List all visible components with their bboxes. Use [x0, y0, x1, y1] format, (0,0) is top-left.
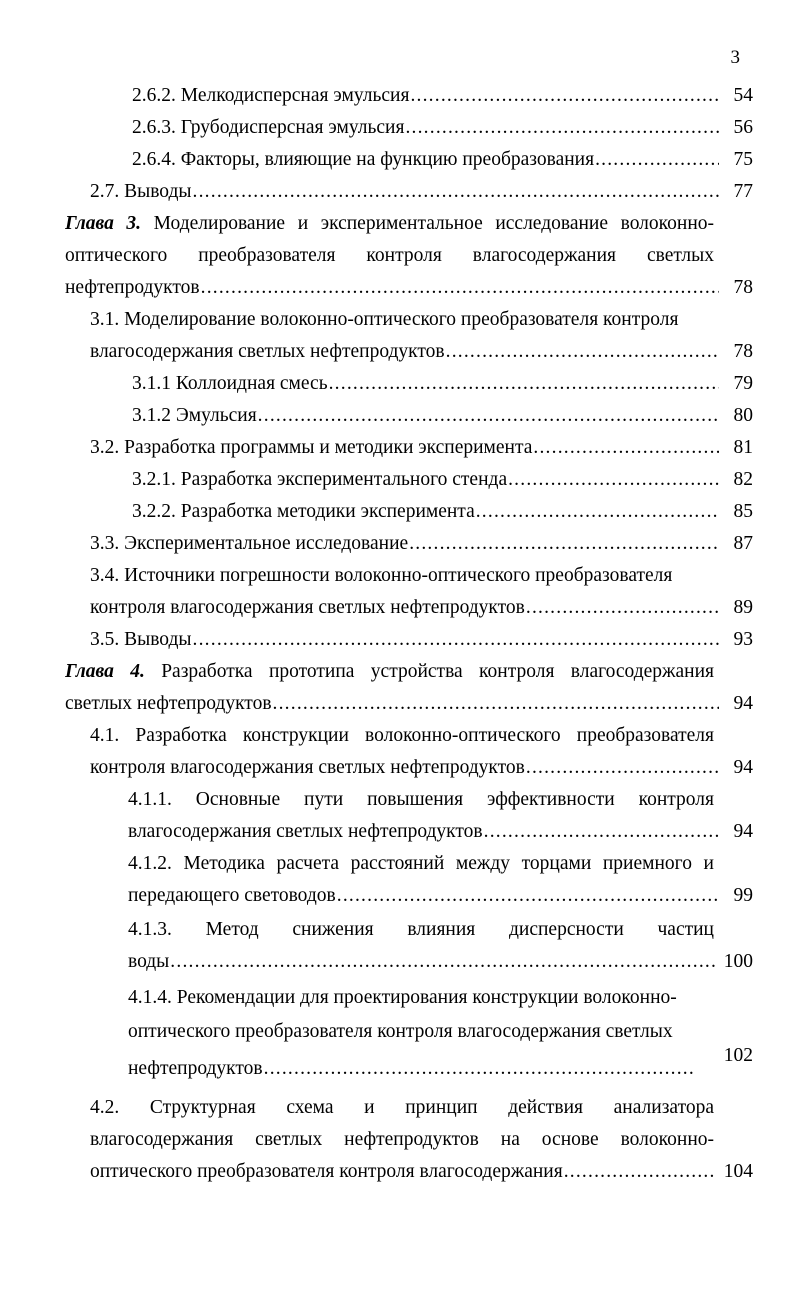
dot-leader [273, 690, 719, 718]
chapter-3-heading-line2: оптического преобразователя контроля влагосодержания светлых [65, 245, 714, 266]
toc-entry-3-3[interactable] [90, 530, 753, 558]
toc-entry-title: 2.7. Выводы [90, 181, 192, 202]
toc-entry-3-2-2[interactable] [132, 498, 753, 526]
toc-entry-title: оптического преобразователя контроля влагосодержания [90, 1161, 563, 1182]
toc-entry-title: влагосодержания светлых нефтепродуктов [90, 341, 445, 362]
toc-entry-2-6-4[interactable] [132, 146, 753, 174]
toc-entry-4-1-1-line1[interactable]: 4.1.1. Основные пути повышения эффективности контроля [128, 789, 714, 810]
toc-page-number: 93 [733, 629, 753, 650]
dot-leader [193, 626, 719, 654]
toc-entry-title: 3.1.2 Эмульсия [132, 405, 257, 426]
toc-entry-title: влагосодержания светлых нефтепродуктов [128, 821, 483, 842]
dot-leader [329, 370, 719, 398]
dot-leader [526, 594, 719, 622]
toc-entry-title: передающего световодов [128, 885, 336, 906]
toc-page-number: 54 [733, 85, 753, 106]
dot-leader [258, 402, 719, 430]
chapter-4-heading-line1[interactable] [65, 658, 714, 686]
toc-entry-4-2-line1[interactable]: 4.2. Структурная схема и принцип действия анализатора [90, 1097, 714, 1118]
toc-page-number: 104 [723, 1161, 753, 1182]
toc-entry-title: нефтепродуктов [128, 1058, 263, 1079]
toc-entry-3-2[interactable] [90, 434, 753, 462]
dot-leader [446, 338, 719, 366]
toc-entry-3-2-1[interactable] [132, 466, 753, 494]
toc-entry-4-1[interactable] [90, 754, 753, 782]
dot-leader [170, 948, 715, 976]
toc-page-number: 94 [733, 693, 753, 714]
dot-leader [337, 882, 719, 910]
toc-page-number: 78 [733, 341, 753, 362]
toc-entry-3-4[interactable] [90, 594, 753, 622]
dot-leader [476, 498, 719, 526]
dot-leader [264, 1055, 693, 1083]
toc-page-number: 56 [733, 117, 753, 138]
dot-leader [595, 146, 719, 174]
toc-entry-3-1-2[interactable] [132, 402, 753, 430]
toc-entry-4-1-1[interactable] [128, 818, 753, 846]
toc-page-number: 81 [733, 437, 753, 458]
toc-entry-4-1-2[interactable] [128, 882, 753, 910]
dot-leader [508, 466, 719, 494]
toc-entry-3-1-1[interactable] [132, 370, 753, 398]
toc-entry-title: 3.2. Разработка программы и методики эксперимента [90, 437, 533, 458]
toc-entry-title: 3.2.2. Разработка методики эксперимента [132, 501, 475, 522]
toc-entry-title: нефтепродуктов [65, 277, 200, 298]
toc-entry-title: 2.6.2. Мелкодисперсная эмульсия [132, 85, 410, 106]
toc-page-number: 100 [723, 951, 753, 972]
chapter-label: Глава 4. [65, 661, 145, 682]
dot-leader [201, 274, 719, 302]
toc-entry-title: 2.6.3. Грубодисперсная эмульсия [132, 117, 405, 138]
page-number: 3 [730, 47, 740, 68]
chapter-label: Глава 3. [65, 213, 142, 234]
dot-leader [405, 114, 719, 142]
toc-entry-3-5[interactable] [90, 626, 753, 654]
toc-entry-4-1-2-line1[interactable]: 4.1.2. Методика расчета расстояний между торцами приемного и [128, 853, 714, 874]
dot-leader [564, 1158, 715, 1186]
toc-entry-4-1-line1[interactable]: 4.1. Разработка конструкции волоконно-оптического преобразователя [90, 725, 714, 746]
toc-page-number: 75 [733, 149, 753, 170]
toc-entry-title: 3.3. Экспериментальное исследование [90, 533, 409, 554]
toc-entry-4-1-4-line1[interactable]: 4.1.4. Рекомендации для проектирования конструкции волоконно- [128, 987, 677, 1008]
toc-page-number: 89 [733, 597, 753, 618]
toc-entry-4-1-4[interactable] [128, 1055, 697, 1083]
toc-entry-title: 3.5. Выводы [90, 629, 192, 650]
toc-entry-chapter-3[interactable] [65, 274, 753, 302]
dot-leader [409, 530, 719, 558]
toc-page-number: 78 [733, 277, 753, 298]
toc-page-number: 102 [723, 1045, 753, 1066]
toc-entry-3-4-line1[interactable]: 3.4. Источники погрешности волоконно-оптического преобразователя [90, 565, 673, 586]
toc-entry-title: воды [128, 951, 170, 972]
toc-page-number: 85 [733, 501, 753, 522]
toc-entry-title: 2.6.4. Факторы, влияющие на функцию преобразования [132, 149, 595, 170]
toc-page-number: 80 [733, 405, 753, 426]
toc-entry-title: контроля влагосодержания светлых нефтепродуктов [90, 597, 525, 618]
toc-entry-4-1-3[interactable] [128, 948, 753, 976]
toc-entry-3-1-line1[interactable]: 3.1. Моделирование волоконно-оптического преобразователя контроля [90, 309, 679, 330]
toc-page-number: 82 [733, 469, 753, 490]
toc-entry-4-2-line2: влагосодержания светлых нефтепродуктов на основе волоконно- [90, 1129, 714, 1150]
dot-leader [484, 818, 719, 846]
chapter-3-heading-line1[interactable] [65, 210, 714, 238]
dot-leader [526, 754, 719, 782]
toc-entry-title: контроля влагосодержания светлых нефтепродуктов [90, 757, 525, 778]
toc-entry-chapter-4[interactable] [65, 690, 753, 718]
toc-page-number: 87 [733, 533, 753, 554]
chapter-title-part: Моделирование и экспериментальное исследование волоконно- [153, 213, 714, 234]
toc-entry-2-7[interactable] [90, 178, 753, 206]
toc-page-number: 79 [733, 373, 753, 394]
toc-entry-2-6-3[interactable] [132, 114, 753, 142]
toc-entry-2-6-2[interactable] [132, 82, 753, 110]
toc-page-number: 99 [733, 885, 753, 906]
toc-entry-4-1-3-line1[interactable]: 4.1.3. Метод снижения влияния дисперсности частиц [128, 919, 714, 940]
chapter-title-part: Разработка прототипа устройства контроля влагосодержания [161, 661, 714, 682]
toc-page-number: 77 [733, 181, 753, 202]
dot-leader [533, 434, 719, 462]
toc-entry-3-1[interactable] [90, 338, 753, 366]
dot-leader [193, 178, 719, 206]
toc-entry-4-1-4-line2: оптического преобразователя контроля влагосодержания светлых [128, 1021, 673, 1042]
toc-page-number: 94 [733, 821, 753, 842]
toc-entry-4-2[interactable] [90, 1158, 753, 1186]
toc-entry-title: 3.2.1. Разработка экспериментального стенда [132, 469, 508, 490]
toc-entry-title: светлых нефтепродуктов [65, 693, 272, 714]
toc-entry-title: 3.1.1 Коллоидная смесь [132, 373, 328, 394]
dot-leader [410, 82, 719, 110]
toc-page-number: 94 [733, 757, 753, 778]
